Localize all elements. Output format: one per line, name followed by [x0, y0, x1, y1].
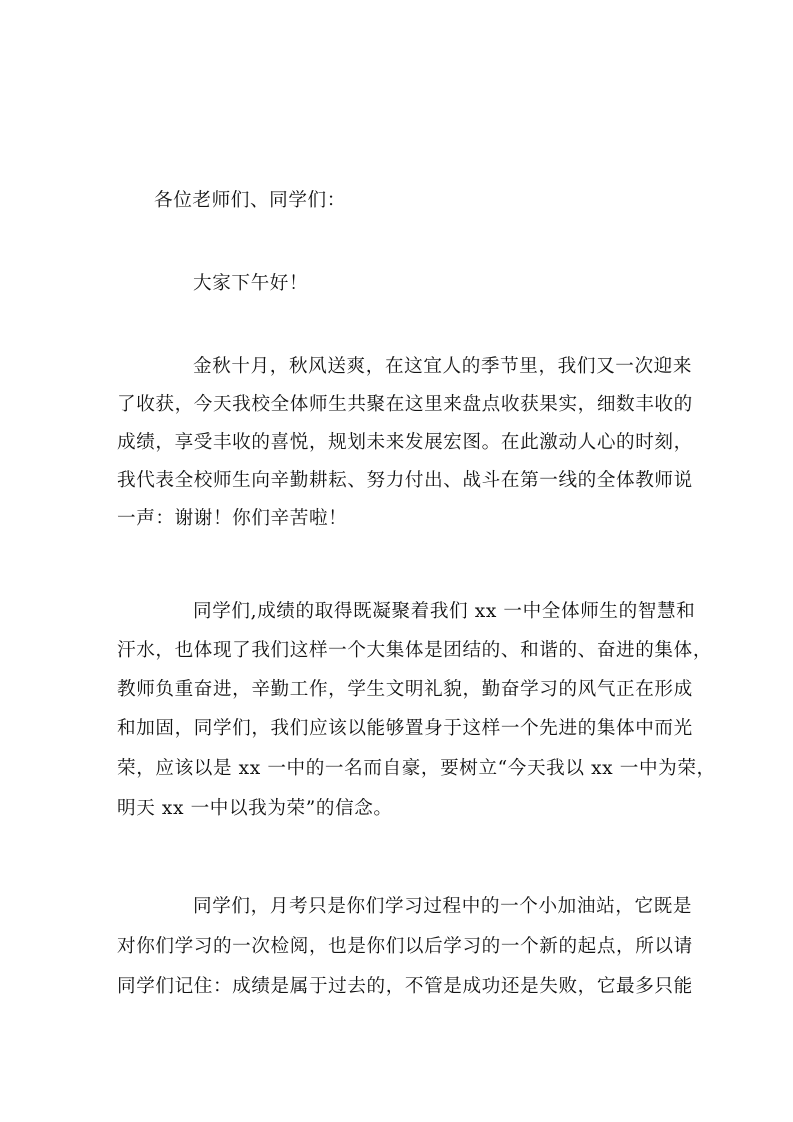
paragraph-line: 一声：谢谢！你们辛苦啦！	[117, 508, 348, 529]
paragraph-line: 了收获，今天我校全体师生共聚在这里来盘点收获果实，细数丰收的	[117, 394, 693, 415]
paragraph-line: 教师负重奋进，辛勤工作，学生文明礼貌，勤奋学习的风气正在形成	[117, 679, 693, 700]
paragraph-line: 我代表全校师生向辛勤耕耘、努力付出、战斗在第一线的全体教师说	[117, 470, 693, 491]
paragraph-line: 对你们学习的一次检阅，也是你们以后学习的一个新的起点，所以请	[117, 936, 693, 957]
paragraph-line: 明天 xx 一中以我为荣”的信念。	[117, 798, 393, 819]
paragraph-line: 荣，应该以是 xx 一中的一名而自豪，要树立“今天我以 xx 一中为荣，	[117, 758, 716, 779]
greeting: 大家下午好！	[193, 273, 309, 294]
paragraph-line: 成绩，享受丰收的喜悦，规划未来发展宏图。在此激动人心的时刻，	[117, 432, 693, 453]
paragraph-line: 金秋十月，秋风送爽，在这宜人的季节里，我们又一次迎来	[193, 356, 693, 377]
paragraph-line: 汗水，也体现了我们这样一个大集体是团结的、和谐的、奋进的集体，	[117, 640, 713, 661]
salutation: 各位老师们、同学们：	[154, 190, 346, 211]
paragraph-line: 同学们，月考只是你们学习过程中的一个小加油站，它既是	[193, 896, 693, 917]
paragraph-line: 和加固，同学们，我们应该以能够置身于这样一个先进的集体中而光	[117, 718, 693, 739]
paragraph-line: 同学们记住：成绩是属于过去的，不管是成功还是失败，它最多只能	[117, 976, 693, 997]
paragraph-line: 同学们,成绩的取得既凝聚着我们 xx 一中全体师生的智慧和	[193, 601, 696, 622]
